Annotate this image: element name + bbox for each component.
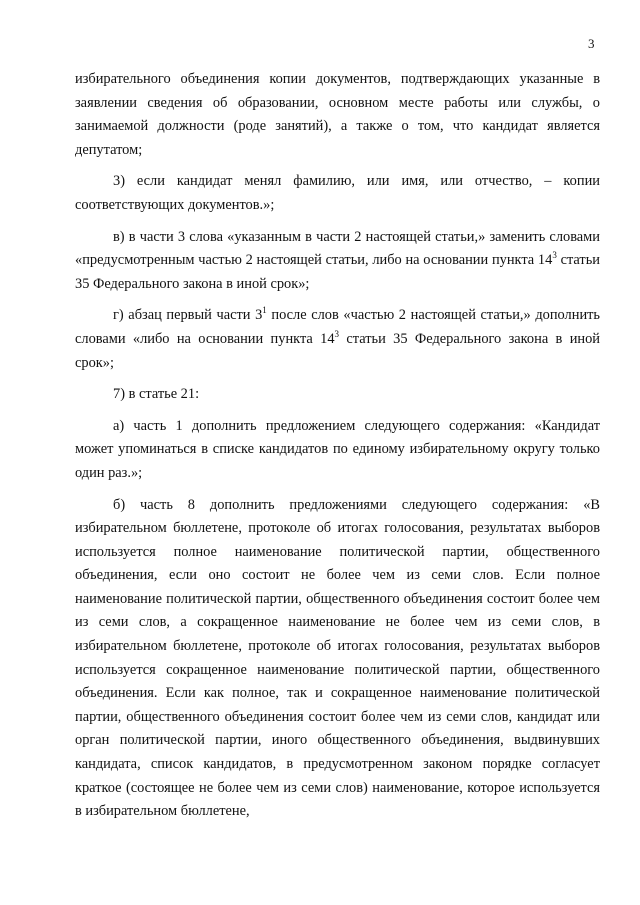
superscript: 1: [262, 305, 267, 316]
paragraph: [75, 415, 600, 486]
paragraph-text: после слов «частью 2 настоящей статьи,» дополнить словами «либо на основании пункта 14: [75, 307, 600, 347]
paragraph-text: в) в части 3 слова «указанным в части 2 настоящей статьи,» заменить словами «предусмотренным частью 2 настоящей статьи, либо на основании пункта 14: [75, 228, 600, 269]
paragraph: [75, 170, 600, 217]
paragraph: [75, 383, 600, 407]
paragraph: [75, 68, 600, 162]
page-number: 3: [588, 36, 595, 51]
paragraph-text: статьи 35 Федерального закона в иной срок»;: [75, 252, 600, 292]
paragraph-text: а) часть 1 дополнить предложением следующего содержания: «Кандидат может упоминаться в списке кандидатов по единому избирательному округу только один раз.»;: [75, 417, 600, 481]
document-body: [75, 68, 600, 832]
paragraph-text: 3) если кандидат менял фамилию, или имя, или отчество, – копии соответствующих документов.»;: [75, 173, 600, 213]
paragraph-text: г) абзац первый части 3: [113, 307, 263, 324]
paragraph-text: статьи 35 Федерального закона в иной срок»;: [75, 330, 600, 371]
paragraph-text: 7) в статье 21:: [113, 386, 200, 403]
paragraph: [75, 494, 600, 824]
superscript: 3: [552, 250, 557, 261]
paragraph: [75, 226, 600, 297]
paragraph-text: б) часть 8 дополнить предложениями следующего содержания: «В избирательном бюллетене, протоколе об итогах голосования, результатах выборов используется полное наименование политической партии, общественного объединения, если оно состоит не более чем из семи слов. Если полное наименование политической партии, общественного объединения состоит более чем из семи слов, а сокращенное наименование не более чем из семи слов, в избирательном бюллетене, протоколе об итогах голосования, результатах выборов используется сокращенное наименование политической партии, общественного объединения. Если как полное, так и сокращенное наименование политической партии, общественного объединения состоит более чем из семи слов, кандидат или орган политической партии, иного общественного объединения, выдвинувших кандидата, список кандидатов, в предусмотренном законом порядке согласует краткое (состоящее не более чем из семи слов) наименование, которое используется в избирательном бюллетене,: [75, 496, 600, 820]
paragraph: [75, 304, 600, 375]
paragraph-text: избирательного объединения копии документов, подтверждающих указанные в заявлении сведения об образовании, основном месте работы или службы, о занимаемой должности (роде занятий), а также о том, что кандидат является депутатом;: [75, 71, 600, 158]
superscript: 3: [334, 328, 340, 339]
